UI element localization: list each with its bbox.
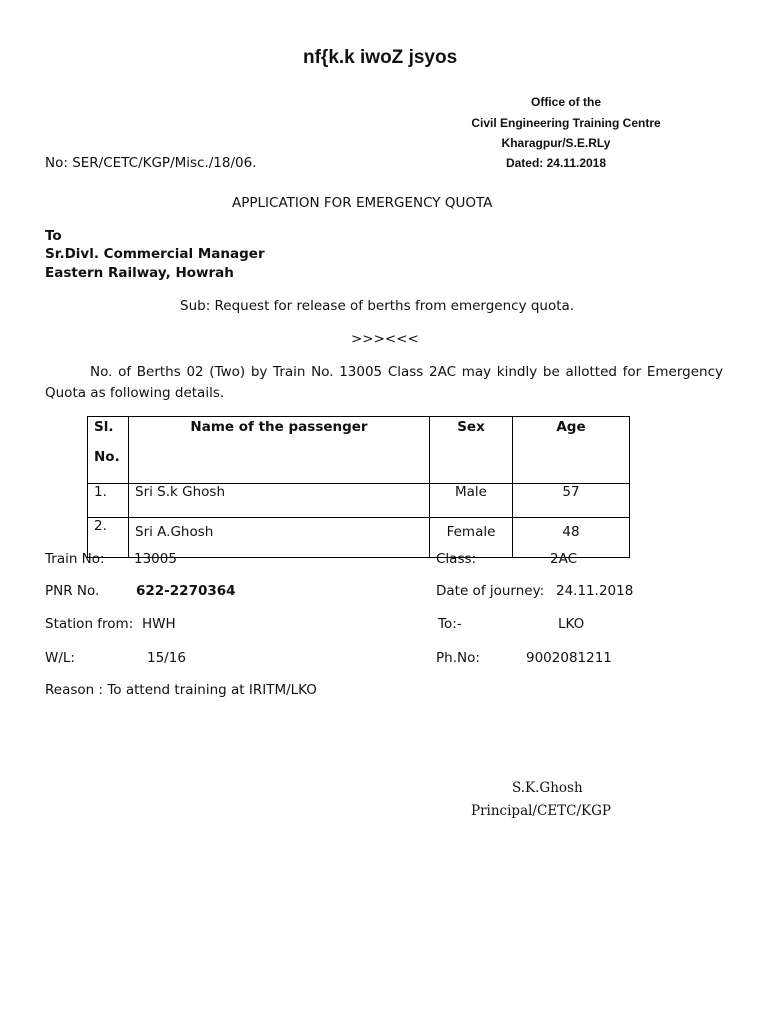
header-passenger-name: Name of the passenger <box>129 417 430 484</box>
row-sex: Female <box>430 518 513 558</box>
header-age: Age <box>513 417 630 484</box>
pnr-value: 622-2270364 <box>136 583 236 599</box>
subject-line: Sub: Request for release of berths from emergency quota. <box>180 298 575 314</box>
waitlist-label: W/L: <box>45 650 75 666</box>
passenger-table <box>87 416 630 558</box>
train-label: Train No: <box>45 551 105 567</box>
office-line-2: Civil Engineering Training Centre <box>471 116 661 130</box>
addressee-to: To <box>45 228 62 244</box>
addressee-line-1: Sr.Divl. Commercial Manager <box>45 246 265 262</box>
pnr-label: PNR No. <box>45 583 100 599</box>
row-age: 57 <box>513 484 630 518</box>
addressee-line-2: Eastern Railway, Howrah <box>45 265 234 281</box>
station-to-value: LKO <box>558 616 585 632</box>
class-value: 2AC <box>550 551 578 567</box>
waitlist-value: 15/16 <box>147 650 186 666</box>
row-sl: 2. <box>88 518 129 558</box>
signatory-name: S.K.Ghosh <box>512 780 583 796</box>
row-sex: Male <box>430 484 513 518</box>
journey-date-label: Date of journey: <box>436 583 545 599</box>
journey-date-value: 24.11.2018 <box>556 583 634 599</box>
office-line-1: Office of the <box>530 95 601 109</box>
row-name: Sri S.k Ghosh <box>129 484 430 518</box>
row-sl: 1. <box>88 484 129 518</box>
application-heading: APPLICATION FOR EMERGENCY QUOTA <box>232 195 493 211</box>
header-sl-no: Sl. No. <box>88 417 129 484</box>
phone-label: Ph.No: <box>436 650 480 666</box>
office-date: Dated: 24.11.2018 <box>505 156 607 170</box>
body-paragraph: No. of Berths 02 (Two) by Train No. 13005 Class 2AC may kindly be allotted for Emergency Quota as following details. <box>45 364 723 401</box>
station-from-label: Station from: <box>45 616 134 632</box>
separator: >>><<< <box>351 331 419 347</box>
signatory-designation: Principal/CETC/KGP <box>471 803 612 819</box>
station-to-label: To:- <box>438 616 462 632</box>
row-age: 48 <box>513 518 630 558</box>
class-label: Class: <box>436 551 477 567</box>
table-row <box>88 484 630 518</box>
table-header-row <box>88 417 630 484</box>
phone-value: 9002081211 <box>526 650 612 666</box>
office-line-3: Kharagpur/S.E.RLy <box>501 136 611 150</box>
reason-line: Reason : To attend training at IRITM/LKO <box>45 682 317 698</box>
document-title: nf{k.k iwoZ jsyos <box>303 47 458 68</box>
train-value: 13005 <box>134 551 177 567</box>
reference-number: No: SER/CETC/KGP/Misc./18/06. <box>45 155 257 171</box>
station-from-value: HWH <box>142 616 176 632</box>
header-sex: Sex <box>430 417 513 484</box>
row-name: Sri A.Ghosh <box>129 518 430 558</box>
